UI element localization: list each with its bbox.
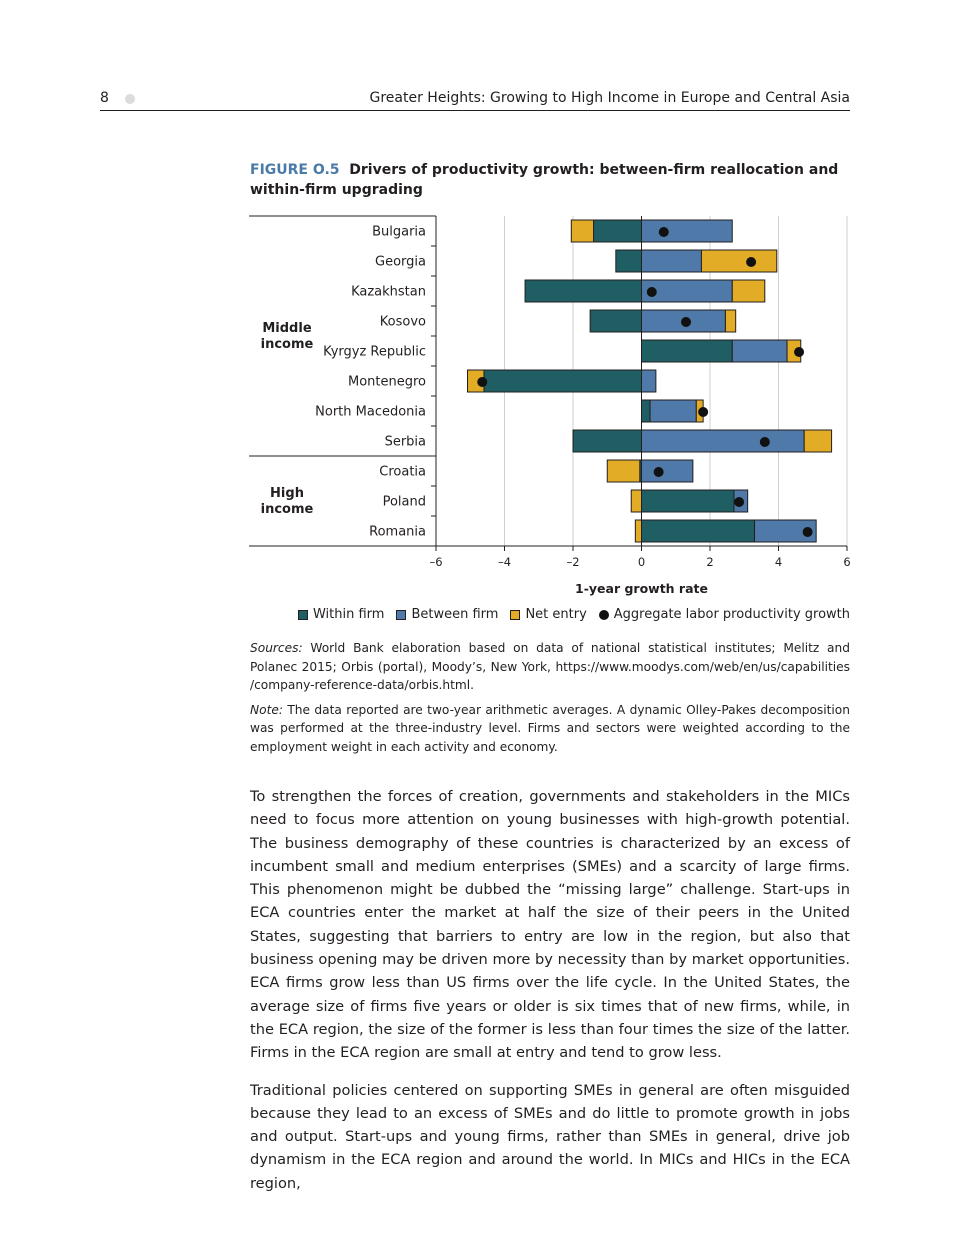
category-label: Georgia: [375, 254, 426, 270]
legend-item-aggregate: [599, 607, 850, 622]
bar-within-firm: [642, 340, 733, 362]
sources-label: Sources:: [250, 641, 303, 655]
aggregate-point: [659, 227, 669, 237]
bar-within-firm: [573, 430, 642, 452]
bar-net-entry: [635, 520, 641, 542]
category-label: Bulgaria: [372, 224, 426, 240]
bar-within-firm: [642, 400, 651, 422]
category-label: Croatia: [379, 464, 426, 480]
method-note: [250, 701, 850, 757]
body-paragraph: To strengthen the forces of creation, governments and stakeholders in the MICs need to focus more attention on young businesses with high-growth potential. The business demography of these countries is characterized by an excess of incumbent small and medium enterprises (SMEs) and a scarcity of large firms. This phenomenon might be dubbed the “missing large” challenge. Start-ups in ECA countries enter the market at half the size of their peers in the United States, suggesting that barriers to entry are low in the region, but also that business opening may be driven more by necessity than by market opportunities. ECA firms grow less than US firms over the life cycle. In the United States, the average size of firms five years or older is six times that of new firms, while, in the ECA region, the size of the former is less than four times the size of the latter. Firms in the ECA region are small at entry and tend to grow less.: [250, 788, 850, 1062]
figure-notes: [250, 639, 850, 762]
figure-label: FIGURE O.5: [250, 162, 340, 178]
note-text: The data reported are two-year arithmetic averages. A dynamic Olley-Pakes decomposition was performed at the three-industry level. Firms and sectors were weighted according to the employment weight in each activity and economy.: [250, 702, 850, 754]
body-text: [250, 785, 850, 1209]
bar-between-firm: [650, 400, 696, 422]
sources-note: [250, 639, 850, 695]
sources-text: World Bank elaboration based on data of national statistical institutes; Melitz and Polanec 2015; Orbis (portal), Moody’s, New York, https://www.moodys.com/web/en/us/capabilities /company-reference-data/orbis.html.: [250, 641, 850, 692]
body-paragraph: Traditional policies centered on supporting SMEs in general are often misguided because they lead to an excess of SMEs and do little to promote growth in jobs and output. Start-ups and young firms, rather than SMEs in general, drive job dynamism in the ECA region and around the world. In MICs and HICs in the ECA region,: [250, 1081, 850, 1192]
bar-between-firm: [642, 460, 693, 482]
bar-within-firm: [594, 220, 642, 242]
x-axis-title: 1-year growth rate: [575, 581, 708, 596]
bar-within-firm: [484, 370, 642, 392]
figure-title: Drivers of productivity growth: between-firm reallocation and within-firm upgrading: [250, 162, 839, 198]
bar-net-entry: [631, 490, 641, 512]
bar-within-firm: [642, 520, 755, 542]
bar-within-firm: [525, 280, 641, 302]
x-tick-label: –4: [497, 555, 512, 569]
x-tick-label: –2: [566, 555, 580, 569]
legend-swatch-net-entry: [510, 610, 520, 620]
x-tick-label: 0: [637, 555, 646, 569]
aggregate-point: [746, 257, 756, 267]
productivity-chart: [240, 205, 860, 605]
book-title: Greater Heights: Growing to High Income in Europe and Central Asia: [369, 90, 850, 106]
chart-legend: [250, 607, 850, 622]
category-label: Montenegro: [347, 374, 426, 390]
x-tick-label: –6: [429, 555, 443, 569]
legend-label-aggregate: Aggregate labor productivity growth: [613, 607, 850, 622]
group-label: High: [270, 486, 304, 501]
legend-swatch-between: [396, 610, 406, 620]
bar-net-entry: [725, 310, 735, 332]
aggregate-point: [698, 407, 708, 417]
bar-within-firm: [590, 310, 641, 332]
legend-label-between: Between firm: [411, 607, 499, 622]
category-label: Poland: [382, 494, 426, 510]
bar-net-entry: [804, 430, 831, 452]
bar-between-firm: [642, 370, 656, 392]
legend-item-net-entry: [510, 607, 586, 622]
group-label: income: [260, 337, 314, 352]
note-label: Note:: [250, 702, 283, 717]
x-tick-label: 4: [774, 555, 783, 569]
category-label: Kazakhstan: [351, 284, 426, 300]
running-head: [100, 88, 850, 111]
x-tick-label: 2: [706, 555, 714, 569]
legend-label-net-entry: Net entry: [525, 607, 587, 622]
aggregate-point: [477, 377, 487, 387]
page-dot-icon: [125, 94, 135, 104]
aggregate-point: [681, 317, 691, 327]
legend-dot-aggregate-icon: [599, 610, 609, 620]
bar-between-firm: [642, 220, 733, 242]
category-label: Romania: [369, 524, 426, 540]
category-label: North Macedonia: [315, 404, 426, 420]
figure-caption: [250, 160, 850, 200]
group-label: Middle: [262, 321, 312, 336]
x-tick-label: 6: [843, 555, 851, 569]
bar-net-entry: [571, 220, 593, 242]
bar-between-firm: [732, 340, 787, 362]
page-number: 8: [100, 90, 109, 106]
aggregate-point: [760, 437, 770, 447]
group-label: income: [260, 502, 314, 517]
aggregate-point: [734, 497, 744, 507]
legend-swatch-within: [298, 610, 308, 620]
bar-net-entry: [607, 460, 640, 482]
aggregate-point: [803, 527, 813, 537]
aggregate-point: [654, 467, 664, 477]
aggregate-point: [647, 287, 657, 297]
bar-between-firm: [642, 430, 805, 452]
bar-within-firm: [616, 250, 642, 272]
legend-item-between: [396, 607, 498, 622]
legend-label-within: Within firm: [312, 607, 385, 622]
bar-net-entry: [701, 250, 776, 272]
category-label: Kyrgyz Republic: [323, 344, 426, 360]
category-label: Serbia: [384, 434, 426, 450]
bar-between-firm: [642, 250, 702, 272]
bar-within-firm: [642, 490, 734, 512]
aggregate-point: [794, 347, 804, 357]
category-label: Kosovo: [379, 314, 426, 330]
legend-item-within: [298, 607, 384, 622]
bar-net-entry: [732, 280, 765, 302]
